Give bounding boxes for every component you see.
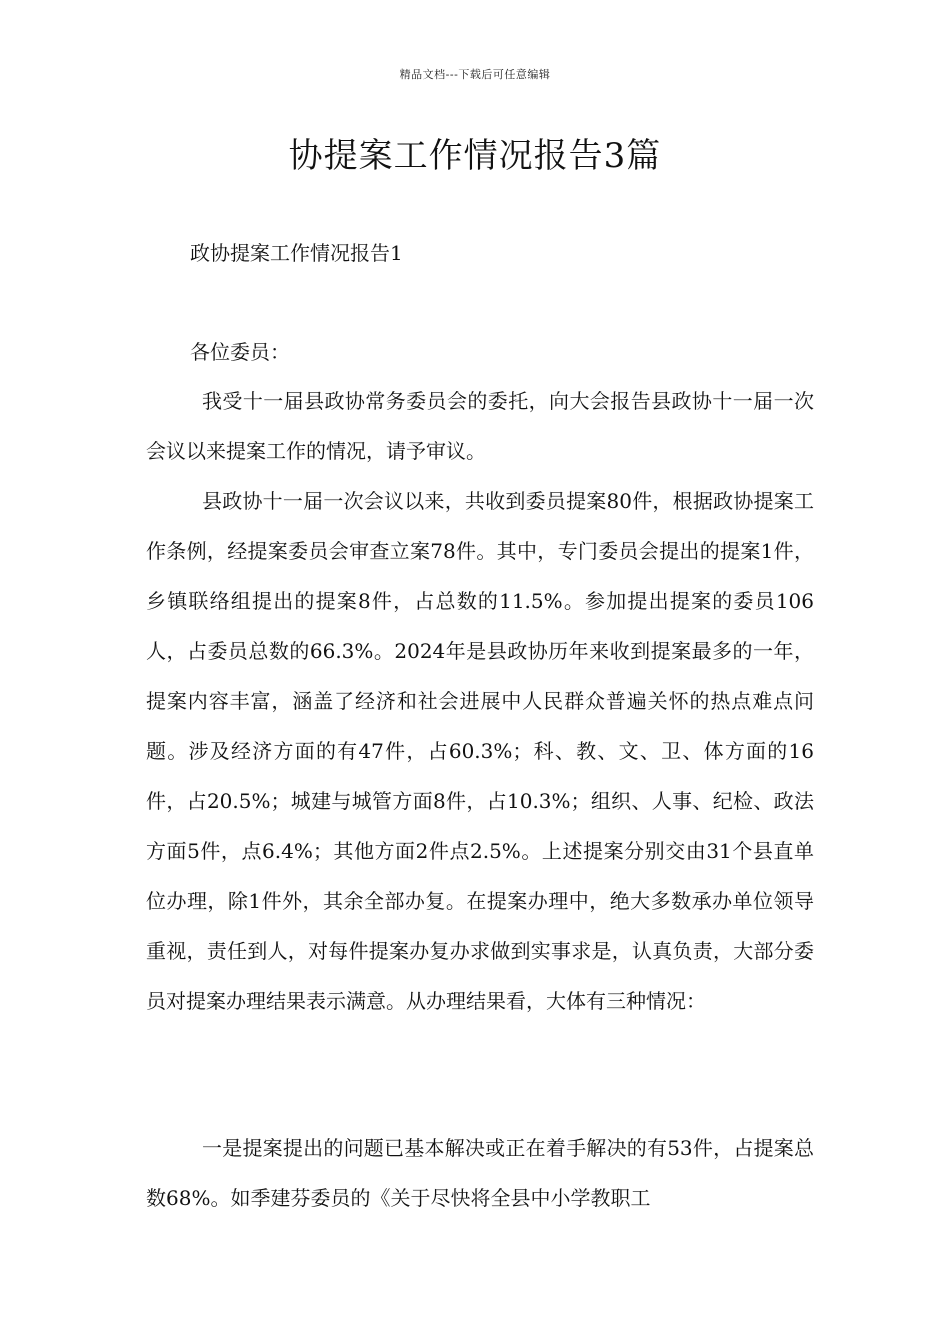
paragraph-2: 县政协十一届一次会议以来，共收到委员提案80件，根据政协提案工作条例，经提案委员会审查立案78件。其中，专门委员会提出的提案1件，乡镇联络组提出的提案8件，占总数的11.5%。参加提出提案的委员106人，占委员总数的66.3%。2024年是县政协历年来收到提案最多的一年，提案内容丰富，涵盖了经济和社会进展中人民群众普遍关怀的热点难点问题。涉及经济方面的有47件，占60.3%；科、教、文、卫、体方面的16件，占20.5%；城建与城管方面8件，占10.3%；组织、人事、纪检、政法方面5件，点6.4%；其他方面2件点2.5%。上述提案分别交由31个县直单位办理，除1件外，其余全部办复。在提案办理中，绝大多数承办单位领导重视，责任到人，对每件提案办复办求做到实事求是，认真负责，大部分委员对提案办理结果表示满意。从办理结果看，大体有三种情况： [146, 489, 814, 1013]
paragraph-1: 我受十一届县政协常务委员会的委托，向大会报告县政协十一届一次会议以来提案工作的情况，请予审议。 [146, 389, 814, 463]
header-note: 精品文档---下载后可任意编辑 [399, 68, 551, 81]
salutation: 各位委员： [190, 340, 290, 364]
document-subtitle: 政协提案工作情况报告1 [190, 241, 403, 265]
paragraph-3: 一是提案提出的问题已基本解决或正在着手解决的有53件，占提案总数68%。如季建芬委员的《关于尽快将全县中小学教职工 [146, 1136, 814, 1210]
document-title: 协提案工作情况报告3篇 [288, 136, 662, 176]
